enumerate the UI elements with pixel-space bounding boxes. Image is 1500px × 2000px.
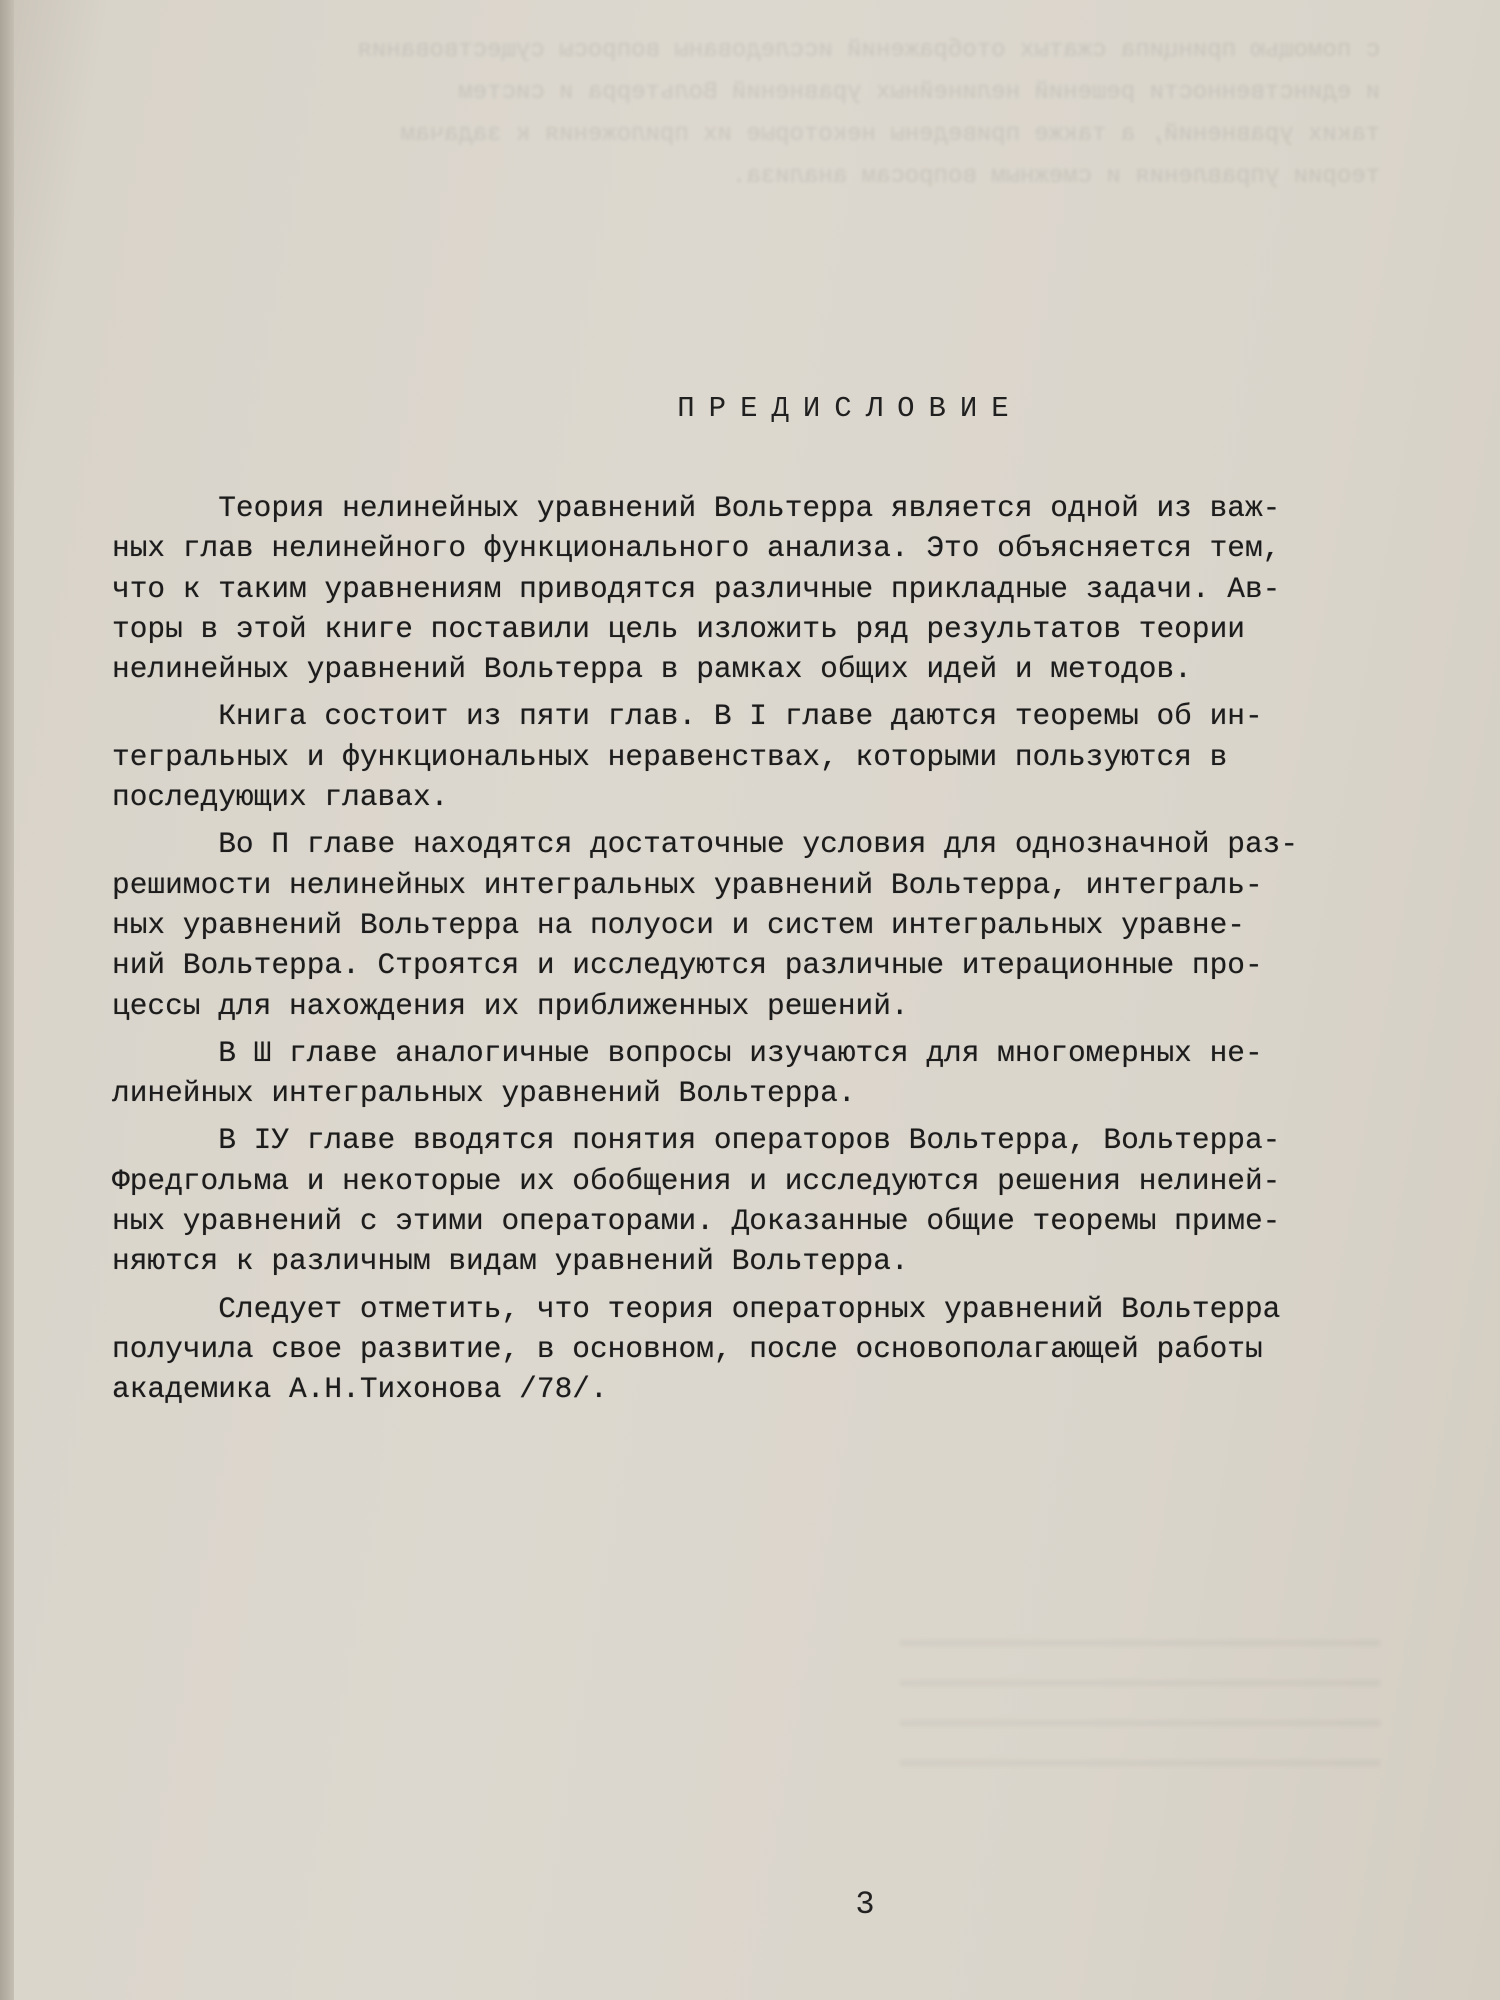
text-line: цессы для нахождения их приближенных решений.	[112, 988, 909, 1023]
text-line: что к таким уравнениям приводятся различные прикладные задачи. Ав-	[112, 571, 1281, 606]
text-line: получила свое развитие, в основном, после основополагающей работы	[112, 1331, 1263, 1366]
page-number: 3	[855, 1886, 875, 1923]
text-line: ных глав нелинейного функционального анализа. Это объясняется тем,	[112, 531, 1281, 566]
text-line: Во П главе находятся достаточные условия для однозначной раз-	[112, 827, 1299, 862]
text-line: В IУ главе вводятся понятия операторов Вольтерра, Вольтерра-	[112, 1123, 1281, 1158]
page-title: ПРЕДИСЛОВИЕ	[677, 392, 1023, 425]
text-line: линейных интегральных уравнений Вольтерра.	[112, 1076, 856, 1111]
text-line: Теория нелинейных уравнений Вольтерра является одной из важ-	[112, 491, 1281, 525]
paragraph	[112, 1120, 1412, 1281]
text-line: Фредгольма и некоторые их обобщения и исследуются решения нелиней-	[112, 1163, 1281, 1198]
paragraph	[112, 488, 1412, 689]
paragraph	[112, 1289, 1412, 1410]
paragraph	[112, 1033, 1412, 1114]
preface-body	[112, 488, 1412, 1410]
text-line: ных уравнений с этими операторами. Доказанные общие теоремы приме-	[112, 1204, 1281, 1239]
text-line: Следует отметить, что теория операторных уравнений Вольтерра	[112, 1291, 1281, 1326]
show-through-text: с помощью принципа сжатых отображений исследованы вопросы существования и единственности решений нелинейных уравнений Вольтерра и систем таких уравнений, а также приведены некоторые их приложения к задачам теории управления и смежным вопросам анализа.	[357, 37, 1380, 190]
text-line: В Ш главе аналогичные вопросы изучаются для многомерных не-	[112, 1035, 1263, 1070]
paragraph	[112, 696, 1412, 817]
page-binding-edge	[0, 0, 14, 2000]
text-line: ний Вольтерра. Строятся и исследуются различные итерационные про-	[112, 948, 1263, 983]
text-line: няются к различным видам уравнений Вольтерра.	[112, 1244, 909, 1279]
text-line: Книга состоит из пяти глав. В I главе даются теоремы об ин-	[112, 699, 1263, 734]
paragraph	[112, 824, 1412, 1025]
text-line: нелинейных уравнений Вольтерра в рамках общих идей и методов.	[112, 652, 1192, 687]
text-line: ных уравнений Вольтерра на полуоси и систем интегральных уравне-	[112, 907, 1245, 942]
text-line: академика А.Н.Тихонова /78/.	[112, 1372, 608, 1407]
text-line: решимости нелинейных интегральных уравнений Вольтерра, интеграль-	[112, 867, 1263, 902]
text-line: торы в этой книге поставили цель изложить ряд результатов теории	[112, 611, 1245, 646]
text-line: последующих главах.	[112, 780, 449, 815]
text-line: тегральных и функциональных неравенствах, которыми пользуются в	[112, 739, 1228, 774]
show-through-marks	[900, 1640, 1380, 1780]
